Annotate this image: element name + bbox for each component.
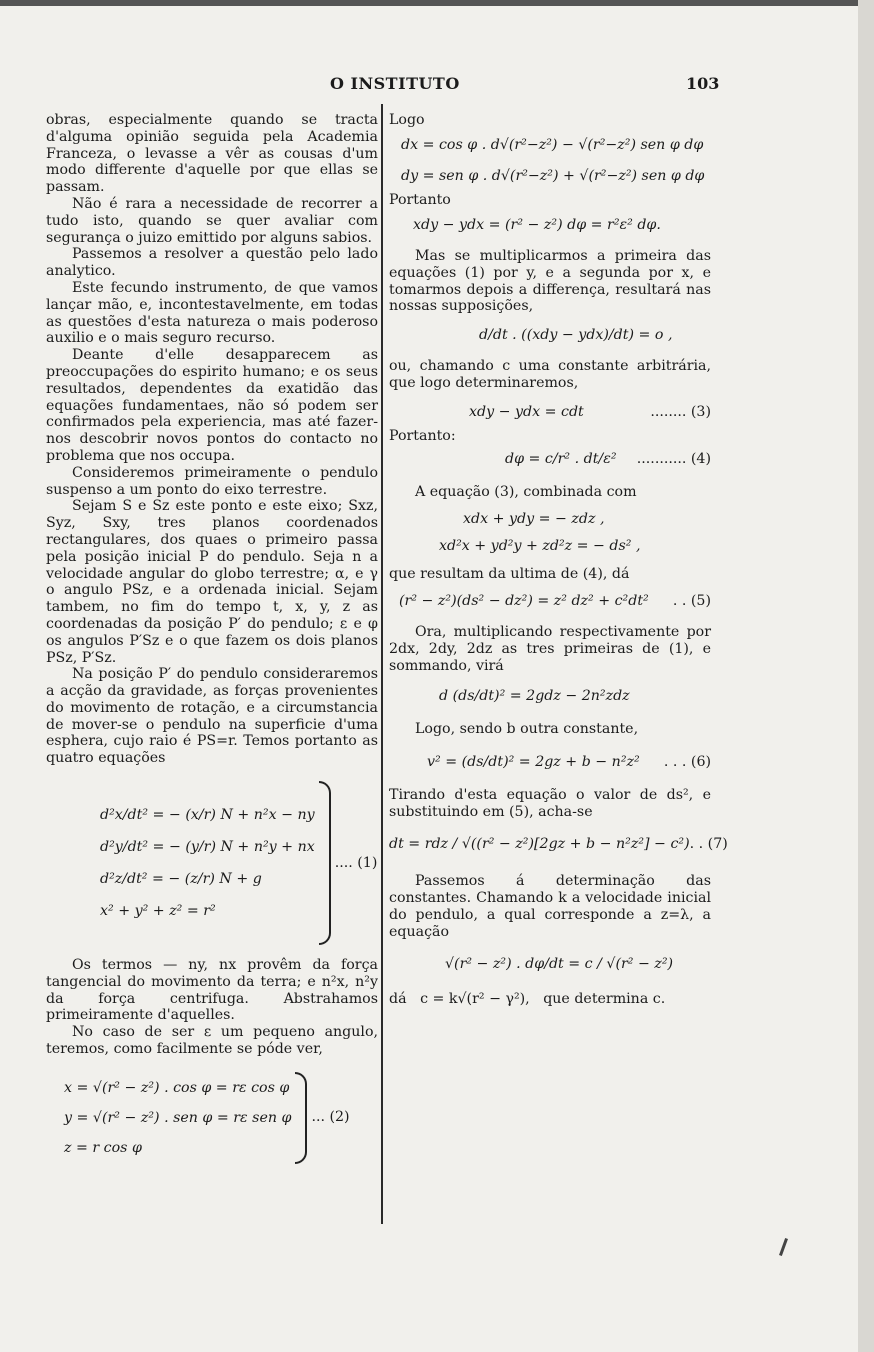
equation-system-1 (100, 781, 378, 945)
equation: √(r² − z²) . dφ/dt = c / √(r² − z²) (445, 956, 674, 973)
equation: dt = rdz / √((r² − z²)[2gz + b − n²z²] − c²) (389, 836, 690, 853)
paragraph: Sejam S e Sz este ponto e este eixo; Sxz, Syz, Sxy, tres planos coordenados rectangulares, dos quaes o primeiro passa pela posição inicial P do pendulo. Seja n a velocidade angular do globo terrestre; α, e γ o angulo PSz, e a ordenada inicial. Sejam tambem, no fim do tempo t, x, y, z as coordenadas da posição P′ do pendulo; ε e φ os angulos P′Sz e o que fazem os dois planos PSz, P′Sz. (46, 498, 378, 666)
paragraph: Na posição P′ do pendulo consideraremos a acção da gravidade, as forças provenientes do movimento de rotação, e a circumstancia de mover-se o pendulo na superficie d'uma esphera, cujo raio é PS=r. Temos portanto as quatro equações (46, 666, 378, 767)
paragraph: dá c = k√(r² − γ²), que determina c. (389, 991, 666, 1008)
paragraph: Ora, multiplicando respectivamente por 2dx, 2dy, 2dz as tres primeiras de (1), e sommando, virá (389, 623, 711, 674)
equation-label: ........ (3) (650, 403, 711, 420)
equation: v² = (ds/dt)² = 2gz + b − n²z² (427, 753, 640, 770)
running-title: O INSTITUTO (330, 74, 460, 93)
paragraph: Passemos á determinação das constantes. Chamando k a velocidade inicial do pendulo, a qual corresponde a z=λ, a equação (389, 873, 711, 940)
equation-label: .... (1) (334, 854, 378, 871)
equation-line: x = √(r² − z²) . cos φ = rε cos φ (64, 1079, 290, 1096)
equation-label: ........... (4) (636, 451, 711, 468)
paragraph: Logo (389, 112, 425, 128)
equation-label: . . (5) (672, 593, 711, 610)
equation-label: . . (7) (689, 836, 728, 853)
equation-system-2 (64, 1072, 378, 1164)
equation: d (ds/dt)² = 2gdz − 2n²zdz (439, 688, 630, 705)
paragraph: Consideremos primeiramente o pendulo suspenso a um ponto do eixo terrestre. (46, 464, 378, 498)
right-column (389, 112, 728, 1008)
equation-5 (399, 593, 711, 610)
paragraph: Portanto: (389, 428, 456, 445)
equation-4 (505, 451, 711, 468)
paragraph: No caso de ser ε um pequeno angulo, teremos, como facilmente se póde ver, (46, 1024, 378, 1058)
equation-label: . . . (6) (663, 753, 711, 770)
equation-7 (389, 836, 728, 853)
brace (319, 781, 331, 945)
equation: d/dt . ((xdy − ydx)/dt) = o , (479, 327, 673, 344)
left-column (46, 112, 378, 1164)
paragraph: Os termos — ny, nx provêm da força tangencial do movimento da terra; e n²x, n²y da força centrifuga. Abstrahamos primeiramente d'aquelles. (46, 957, 378, 1024)
equation-line: d²x/dt² = − (x/r) N + n²x − ny (100, 807, 315, 824)
paragraph: Mas se multiplicarmos a primeira das equações (1) por y, e a segunda por x, e tomarmos depois a differença, resultará nas nossas supposições, (389, 247, 711, 315)
paragraph: Deante d'elle desapparecem as preoccupações do espirito humano; e os seus resultados, dependentes da exatidão das equações fundamentaes, não só podem ser confirmados pela experiencia, mas até fazer-nos descobrir novos pontos do contacto no problema que nos occupa. (46, 347, 378, 464)
equation-line: z = r cos φ (64, 1139, 142, 1156)
paragraph: Portanto (389, 192, 451, 209)
equation-label: ... (2) (311, 1109, 350, 1126)
equation: dx = cos φ . d√(r²−z²) − √(r²−z²) sen φ dφ (401, 136, 704, 153)
equation: dφ = c/r² . dt/ε² (505, 451, 617, 468)
brace (295, 1072, 307, 1164)
paragraph: ou, chamando c uma constante arbitrária, que logo determinaremos, (389, 357, 711, 391)
equation-line: y = √(r² − z²) . sen φ = rε sen φ (64, 1109, 292, 1126)
equation: xd²x + yd²y + zd²z = − ds² , (439, 537, 641, 554)
equation-line: x² + y² + z² = r² (100, 903, 216, 920)
equation-line: d²y/dt² = − (y/r) N + n²y + nx (100, 839, 315, 856)
equation-3 (469, 404, 711, 421)
equation: xdy − ydx = (r² − z²) dφ = r²ε² dφ. (413, 217, 661, 234)
paragraph: Passemos a resolver a questão pelo lado analytico. (46, 246, 378, 280)
paragraph: Tirando d'esta equação o valor de ds², e substituindo em (5), acha-se (389, 786, 711, 820)
equation: xdx + ydy = − zdz , (463, 510, 605, 527)
paragraph: Não é rara a necessidade de recorrer a tudo isto, quando se quer avaliar com segurança o juizo emittido por alguns sabios. (46, 195, 378, 246)
column-rule (381, 104, 383, 1224)
paragraph: que resultam da ultima de (4), dá (389, 566, 630, 583)
equation: dy = sen φ . d√(r²−z²) + √(r²−z²) sen φ dφ (401, 167, 705, 184)
paragraph: A equação (3), combinada com (415, 483, 637, 500)
equation: (r² − z²)(ds² − dz²) = z² dz² + c²dt² (399, 593, 649, 610)
equation-6 (427, 754, 711, 771)
paragraph: obras, especialmente quando se tracta d'alguma opinião seguida pela Academia Franceza, o levasse a vêr as cousas d'um modo differente d'aquelle por que ellas se passam. (46, 112, 378, 196)
page-edge (858, 0, 874, 1352)
equation: xdy − ydx = cdt (469, 403, 584, 420)
equation-line: d²z/dt² = − (z/r) N + g (100, 871, 262, 888)
paragraph: Este fecundo instrumento, de que vamos lançar mão, e, incontestavelmente, em todas as questões d'esta natureza o mais poderoso auxilio e o mais seguro recurso. (46, 279, 378, 347)
page-number: 103 (686, 74, 720, 93)
paragraph: Logo, sendo b outra constante, (415, 721, 639, 738)
